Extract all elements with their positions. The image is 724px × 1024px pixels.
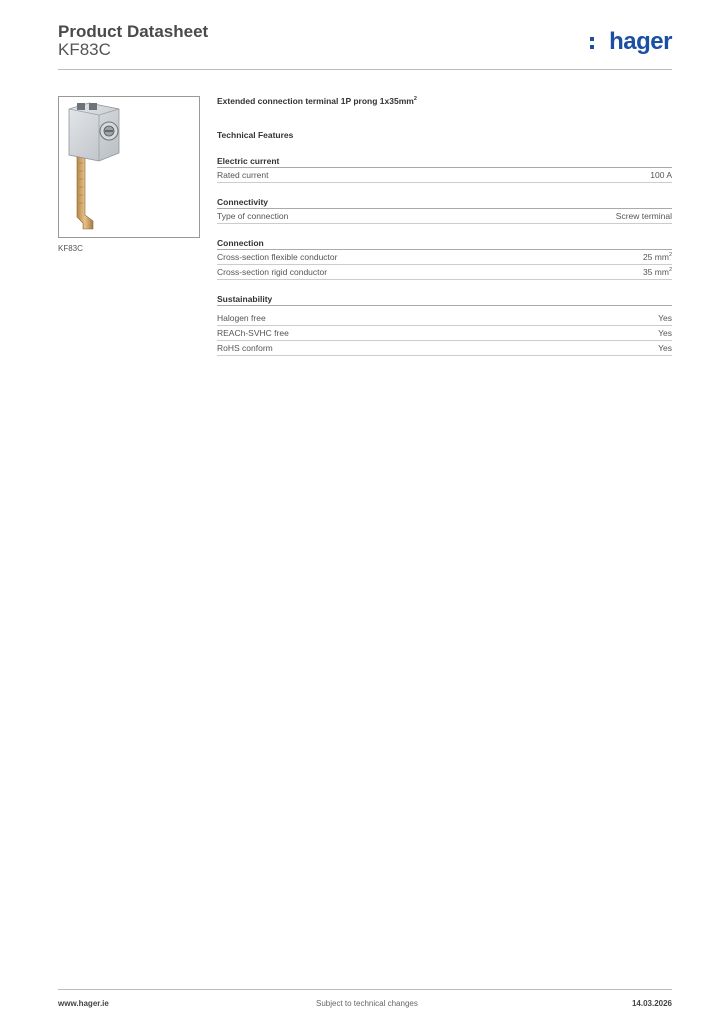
feature-value	[650, 168, 672, 182]
feature-row	[217, 168, 672, 183]
feature-value-text: Yes	[658, 313, 672, 323]
logo-dots-icon	[590, 37, 594, 51]
product-code: KF83C	[58, 40, 111, 59]
feature-row	[217, 250, 672, 265]
feature-label: RoHS conform	[217, 343, 273, 353]
feature-value-text: 100 A	[650, 170, 672, 180]
header-divider	[58, 69, 672, 70]
feature-value	[643, 250, 672, 264]
feature-label: Type of connection	[217, 211, 289, 221]
feature-label: REACh-SVHC free	[217, 328, 289, 338]
technical-features-heading: Technical Features	[217, 130, 294, 140]
feature-row	[217, 326, 672, 341]
image-caption: KF83C	[58, 244, 83, 253]
feature-label: Halogen free	[217, 313, 266, 323]
footer-divider	[58, 989, 672, 990]
terminal-illustration-icon	[59, 97, 199, 237]
feature-sections	[217, 155, 672, 356]
footer-notice: Subject to technical changes	[316, 999, 418, 1008]
feature-value	[658, 326, 672, 340]
feature-value-text: Yes	[658, 328, 672, 338]
product-image	[58, 96, 200, 238]
page-title: Product Datasheet	[58, 22, 209, 41]
feature-row	[217, 341, 672, 356]
feature-value	[658, 341, 672, 355]
feature-value-text: 25 mm	[642, 252, 669, 262]
section-title: Connectivity	[217, 196, 672, 209]
section-title: Sustainability	[217, 293, 672, 306]
datasheet-content	[217, 96, 672, 356]
feature-section	[217, 155, 672, 183]
feature-value-sup: 2	[668, 252, 672, 259]
section-title: Electric current	[217, 155, 672, 168]
feature-row	[217, 265, 672, 280]
product-description-sup: 2	[413, 96, 417, 103]
website-link[interactable]: www.hager.ie	[58, 999, 109, 1008]
feature-value-text: Yes	[658, 343, 672, 353]
feature-value-text: Screw terminal	[615, 211, 672, 221]
feature-value	[658, 311, 672, 325]
feature-value	[643, 265, 672, 279]
feature-section	[217, 293, 672, 356]
product-description-text: Extended connection terminal 1P prong 1x35mm	[217, 96, 414, 106]
feature-value-text: 35 mm	[642, 267, 669, 277]
footer-date: 14.03.2026	[631, 999, 672, 1008]
feature-label: Cross-section rigid conductor	[217, 267, 328, 277]
feature-label: Rated current	[217, 170, 269, 180]
feature-section	[217, 196, 672, 224]
page-header	[58, 20, 672, 70]
feature-row	[217, 209, 672, 224]
product-description	[217, 96, 672, 110]
hager-logo: hager	[609, 28, 672, 55]
feature-section	[217, 237, 672, 280]
feature-value	[616, 209, 672, 223]
feature-label: Cross-section flexible conductor	[217, 252, 338, 262]
feature-row	[217, 311, 672, 326]
feature-value-sup: 2	[668, 267, 672, 274]
section-title: Connection	[217, 237, 672, 250]
